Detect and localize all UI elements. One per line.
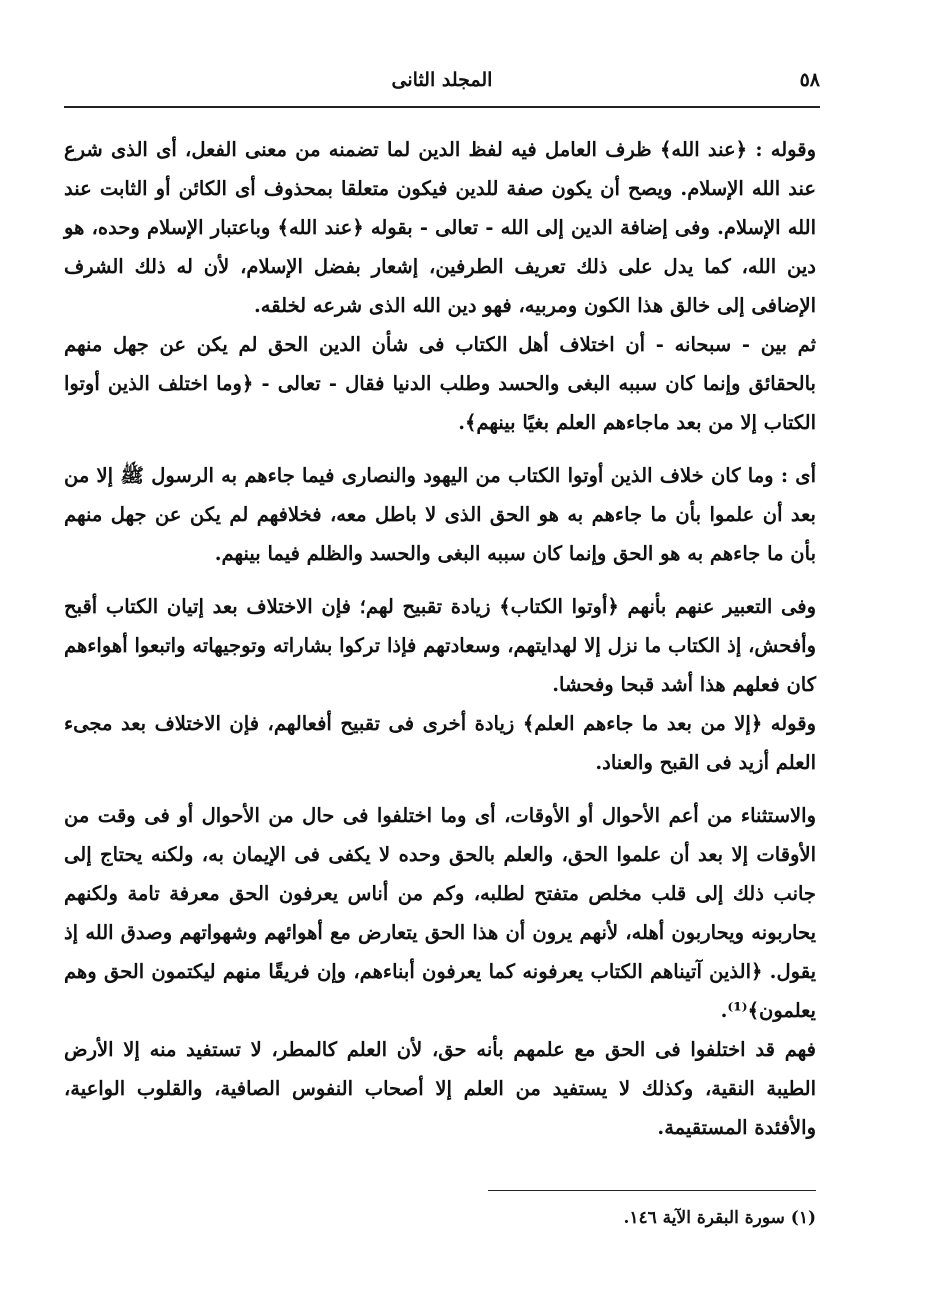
paragraph: وقوله : ﴿عند الله﴾ ظرف العامل فيه لفظ الدين لما تضمنه من معنى الفعل، أى الذى شرع عند الله الإسلام. ويصح أن يكون صفة للدين فيكون متعلقا بمحذوف أى الكائن أو الثابت عند الله الإسلام. وفى إضافة الدين إلى الله - تعالى - بقوله ﴿عند الله﴾ وباعتبار الإسلام وحده، هو دين الله، كما يدل على ذلك تعريف الطرفين، إشعار بفضل الإسلام، لأن له ذلك الشرف الإضافى إلى خالق هذا الكون ومربيه، فهو دين الله الذى شرعه لخلقه. bbox=[64, 138, 816, 317]
paragraph: وقوله ﴿إلا من بعد ما جاءهم العلم﴾ زيادة أخرى فى تقبيح أفعالهم، فإن الاختلاف بعد مجىء العلم أزيد فى القبح والعناد. bbox=[64, 712, 816, 774]
paragraph: ثم بين - سبحانه - أن اختلاف أهل الكتاب فى شأن الدين الحق لم يكن عن جهل منهم بالحقائق وإنما كان سببه البغى والحسد وطلب الدنيا فقال - تعالى - ﴿وما اختلف الذين أوتوا الكتاب إلا من بعد ماجاءهم العلم بغيًا بينهم﴾. bbox=[64, 333, 816, 434]
header-rule bbox=[64, 106, 820, 108]
page-number: ٥٨ bbox=[799, 69, 820, 91]
paragraph: أى : وما كان خلاف الذين أوتوا الكتاب من اليهود والنصارى فيما جاءهم به الرسول ﷺ إلا من بعد أن علموا بأن ما جاءهم به هو الحق الذى لا باطل معه، فخلافهم لم يكن عن جهل منهم بأن ما جاءهم به هو الحق وإنما كان سببه البغى والحسد والظلم فيما بينهم. bbox=[64, 464, 816, 565]
footnote-rule bbox=[488, 1190, 816, 1191]
page-body bbox=[64, 130, 816, 1147]
volume-title: المجلد الثانى bbox=[391, 69, 493, 91]
paragraph: فهم قد اختلفوا فى الحق مع علمهم بأنه حق، لأن العلم كالمطر، لا تستفيد منه إلا الأرض الطيبة النقية، وكذلك لا يستفيد من العلم إلا أصحاب النفوس الصافية، والقلوب الواعية، والأفئدة المستقيمة. bbox=[64, 1038, 816, 1139]
paragraph: والاستثناء من أعم الأحوال أو الأوقات، أى وما اختلفوا فى حال من الأحوال أو فى وقت من الأوقات إلا بعد أن علموا الحق، والعلم بالحق وحده لا يكفى فى الإيمان به، ولكنه يحتاج إلى جانب ذلك إلى قلب مخلص متفتح لطلبه، وكم من أناس يعرفون الحق معرفة تامة ولكنهم يحاربونه ويحاربون أهله، لأنهم يرون أن هذا الحق يتعارض مع أهوائهم وشهواتهم وصدق الله إذ يقول. ﴿الذين آتيناهم الكتاب يعرفونه كما يعرفون أبناءهم، وإن فريقًا منهم ليكتمون الحق وهم يعلمون﴾⁽¹⁾. bbox=[64, 804, 816, 1022]
footnote: (١) سورة البقرة الآية ١٤٦. bbox=[623, 1208, 816, 1228]
page-header bbox=[64, 62, 820, 98]
paragraph: وفى التعبير عنهم بأنهم ﴿أوتوا الكتاب﴾ زيادة تقبيح لهم؛ فإن الاختلاف بعد إتيان الكتاب أقبح وأفحش، إذ الكتاب ما نزل إلا لهدايتهم، وسعادتهم فإذا تركوا بشاراته وتوجيهاته واتبعوا أهواءهم كان فعلهم هذا أشد قبحا وفحشا. bbox=[64, 595, 816, 696]
